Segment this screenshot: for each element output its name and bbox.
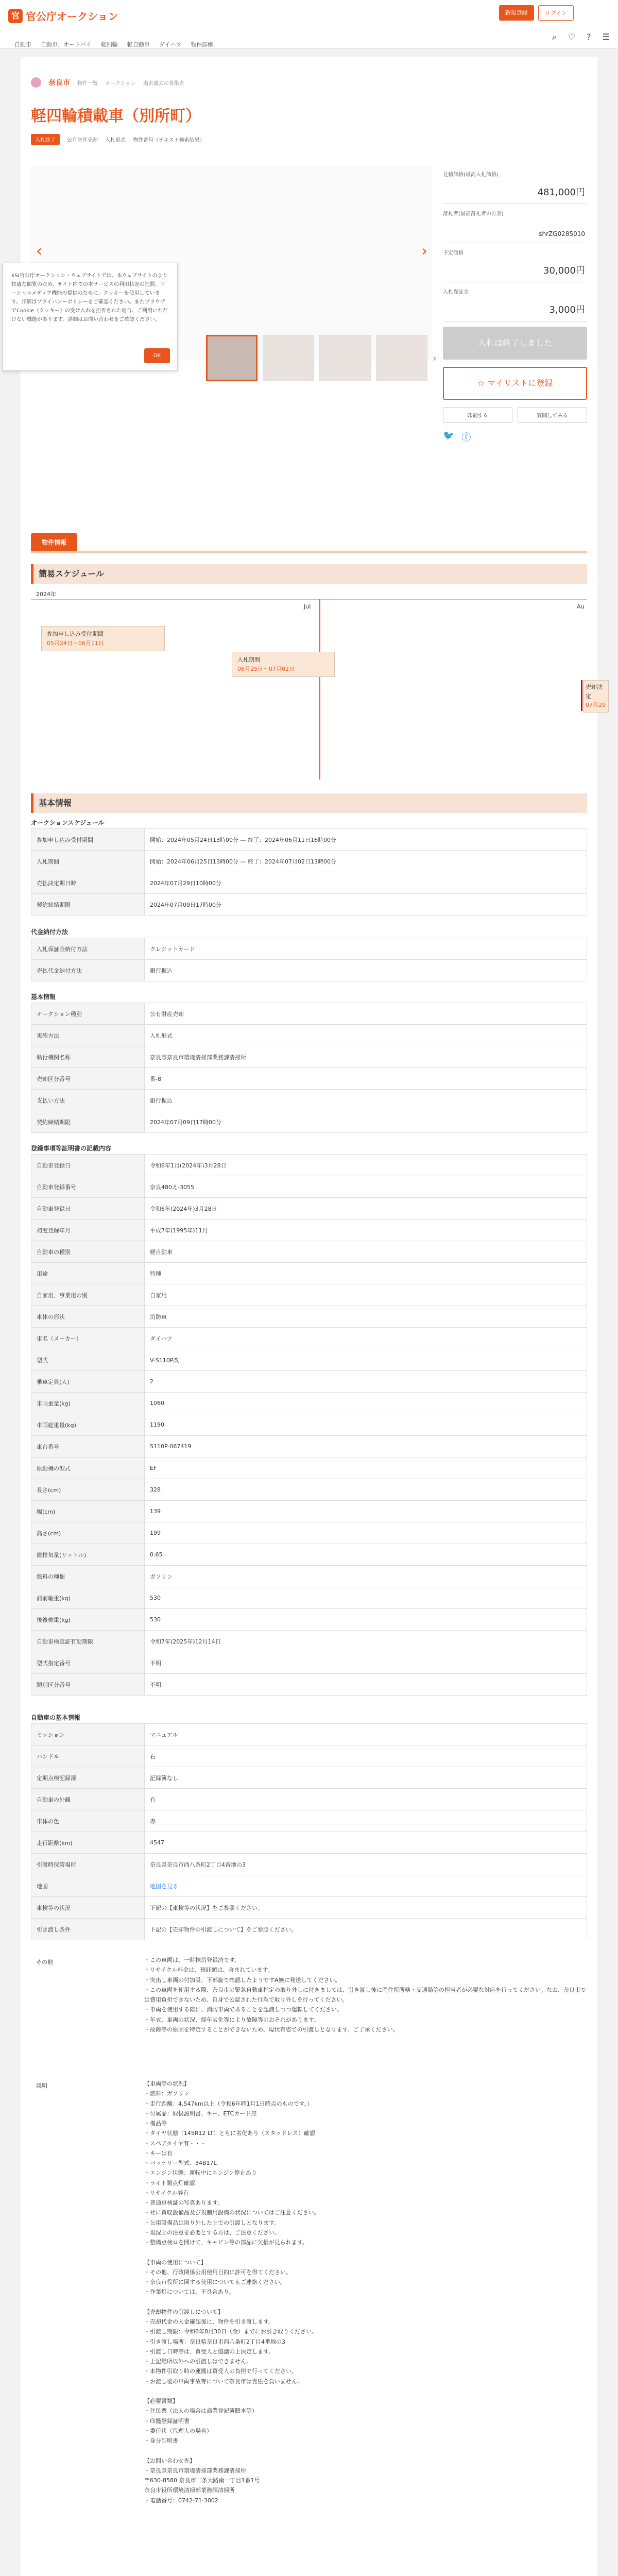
thumbnail[interactable] xyxy=(376,335,427,381)
row-value: 特種 xyxy=(145,1263,587,1284)
nav-item[interactable]: ダイハツ xyxy=(159,41,182,48)
timeline-axis xyxy=(31,599,587,600)
row-label: 総排気量(リットル) xyxy=(31,1544,145,1566)
thumbnail[interactable] xyxy=(263,335,314,381)
row-label: 初度登録年月 xyxy=(31,1219,145,1241)
chevron-right-icon[interactable]: › xyxy=(433,352,437,364)
row-value: 328 xyxy=(145,1479,587,1501)
row-value: 不明 xyxy=(145,1674,587,1696)
table-row xyxy=(31,1544,587,1566)
table-row xyxy=(31,1090,587,1111)
row-label: ミッション xyxy=(31,1724,145,1745)
row-label: 地図 xyxy=(31,1875,145,1897)
row-label: 類別区分番号 xyxy=(31,1674,145,1696)
twitter-icon[interactable]: 🐦 xyxy=(443,430,455,441)
nav-item[interactable]: 軽自動車 xyxy=(127,41,150,48)
row-label: 車台番号 xyxy=(31,1436,145,1458)
row-label: 契約締結期限 xyxy=(31,1111,145,1133)
timeline-marker xyxy=(581,680,582,711)
table-row xyxy=(31,1046,587,1068)
tab-item-info[interactable]: 物件情報 xyxy=(31,533,77,552)
table-row xyxy=(31,1674,587,1696)
section-title: 登録事項等証明書の記載内容 xyxy=(31,1145,112,1152)
nav-item[interactable]: 物件詳細 xyxy=(191,41,214,48)
row-value: 開始：2024年05月24日13時00分 ― 終了：2024年06月11日16時00分 xyxy=(145,829,587,851)
search-icon[interactable]: ⌕ xyxy=(552,32,557,42)
price-value: 3,000円 xyxy=(549,304,585,315)
cookie-ok-button[interactable]: OK xyxy=(144,348,170,363)
table-row xyxy=(31,1436,587,1458)
table-row xyxy=(31,1328,587,1349)
row-value: 公有財産売却 xyxy=(145,1003,587,1025)
page-title: 軽四輪積載車（別所町） xyxy=(31,107,201,125)
table-row xyxy=(31,1068,587,1090)
row-value: 赤 xyxy=(145,1810,587,1832)
next-image-icon[interactable]: › xyxy=(421,242,427,260)
city-seal-icon xyxy=(31,77,41,88)
nav-item[interactable]: 自動車、オートバイ xyxy=(41,41,92,48)
star-icon: ☆ xyxy=(477,378,488,388)
row-label: 高さ(cm) xyxy=(31,1522,145,1544)
table-row xyxy=(31,1609,587,1631)
row-label: 用途 xyxy=(31,1263,145,1284)
row-label: 自動車検査証有効期限 xyxy=(31,1631,145,1652)
other-label: その他 xyxy=(36,1959,53,1965)
table-row xyxy=(31,1263,587,1284)
row-value: S110P-067419 xyxy=(145,1436,587,1458)
row-value: 銀行振込 xyxy=(145,1090,587,1111)
table-row xyxy=(31,1919,587,1940)
row-value: 令和7年(2025年)12月14日 xyxy=(145,1631,587,1652)
nav-item[interactable]: 自動車 xyxy=(14,41,31,48)
price-value: 481,000円 xyxy=(537,187,585,198)
site-logo[interactable] xyxy=(8,8,118,23)
row-label: 定期点検記録簿 xyxy=(31,1767,145,1789)
price-label: 見積価格(最高入札価格) xyxy=(443,172,499,178)
row-label: 車体の形状 xyxy=(31,1306,145,1328)
section-title: 代金納付方法 xyxy=(31,928,68,936)
table-row xyxy=(31,960,587,981)
row-value: 530 xyxy=(145,1609,587,1631)
table-row xyxy=(31,1501,587,1522)
row-label: 走行距離(km) xyxy=(31,1832,145,1854)
table-row xyxy=(31,1652,587,1674)
schedule-heading: 簡易スケジュール xyxy=(31,564,587,584)
row-label: 自動車登録番号 xyxy=(31,1176,145,1198)
row-label: ハンドル xyxy=(31,1745,145,1767)
row-value: 奈良県奈良市西八条町2丁目4番地の3 xyxy=(145,1854,587,1875)
table-row xyxy=(31,894,587,916)
bar-label: 参加申し込み受付期間 xyxy=(47,631,104,637)
row-label: 型式 xyxy=(31,1349,145,1371)
heart-icon[interactable]: ♡ xyxy=(568,32,576,42)
schedule-timeline xyxy=(31,585,606,781)
row-label: 後後軸重(kg) xyxy=(31,1609,145,1631)
car-info-table xyxy=(31,1723,587,1940)
table-row xyxy=(31,1306,587,1328)
table-row xyxy=(31,872,587,894)
row-value: 開始：2024年06月25日13時00分 ― 終了：2024年07月02日13時00分 xyxy=(145,851,587,872)
price-row xyxy=(443,204,587,243)
price-row xyxy=(443,282,587,321)
section-title: 自動車の基本情報 xyxy=(31,1714,81,1721)
table-row xyxy=(31,1789,587,1810)
row-label: 車名（メーカー） xyxy=(31,1328,145,1349)
add-mylist-button[interactable] xyxy=(443,367,587,400)
cookie-notice xyxy=(3,263,178,371)
table-row xyxy=(31,1025,587,1046)
crumb-item[interactable]: 過去過去の募集者 xyxy=(143,80,184,87)
prev-image-icon[interactable]: ‹ xyxy=(36,242,42,260)
price-row xyxy=(443,243,587,282)
table-row xyxy=(31,1003,587,1025)
table-row xyxy=(31,829,587,851)
row-label: 車検等の状況 xyxy=(31,1897,145,1919)
row-value: 1060 xyxy=(145,1393,587,1414)
row-label: 原動機の型式 xyxy=(31,1458,145,1479)
row-value: 下記の【売却物件の引渡しについて】をご参照ください。 xyxy=(145,1919,587,1940)
timeline-year: 2024年 xyxy=(36,591,56,598)
table-row xyxy=(31,1414,587,1436)
table-row xyxy=(31,1198,587,1219)
row-label: 車両重量(kg) xyxy=(31,1393,145,1414)
row-value: V-S110P改 xyxy=(145,1349,587,1371)
timeline-current-line xyxy=(319,599,320,779)
row-value: 2024年07月29日10時00分 xyxy=(145,872,587,894)
other-notes: ・この車両は、一時抹消登録済です。 ・リサイクル料金は、預託額は、含まれています。 ・突出し車両の付加設、下部旋で確認したようですA無に発送してください。 ・この車両を使用する際、奈良市の緊急自動車指定の取り外しに付きましては、引き渡し後に岡住所所轄・交通局等の担当者が必要な対応を行ってください。なお、奈良市では費用負担できないため、自身で公認された行為で取り外しを行ってください。 ・車両を使用する際に、消防車両であることを認識しつつ運転してください。 ・年式、車両の状況、経年劣化等により故障等のおそれがあります。 ・故障等の原因を特定することができないため、現状有姿での引渡しとなります。ご了承ください。 xyxy=(144,1957,586,2033)
row-label: 車両総重量(kg) xyxy=(31,1414,145,1436)
share-links xyxy=(443,430,587,444)
question-button[interactable]: 質問してみる xyxy=(518,407,587,423)
table-row xyxy=(31,1854,587,1875)
row-label: 幅(cm) xyxy=(31,1501,145,1522)
row-label: 自動車登録日 xyxy=(31,1155,145,1176)
table-row xyxy=(31,1724,587,1745)
row-value: 奈良県奈良市環境清掃部業務課清掃所 xyxy=(145,1046,587,1068)
print-button[interactable]: 印刷する xyxy=(443,407,512,423)
explain-label: 説明 xyxy=(36,2082,47,2089)
row-label: 支払い方法 xyxy=(31,1090,145,1111)
section-title: オークションスケジュール xyxy=(31,819,105,826)
login-button[interactable]: ログイン xyxy=(538,5,574,21)
auction-schedule-table xyxy=(31,828,587,916)
table-row xyxy=(31,1587,587,1609)
row-value: マニュアル xyxy=(145,1724,587,1745)
row-value: 199 xyxy=(145,1522,587,1544)
nav-item[interactable]: 軽四輪 xyxy=(100,41,118,48)
status-badge: 入札終了 xyxy=(31,134,60,145)
row-value: 530 xyxy=(145,1587,587,1609)
row-label: 自家用、事業用の別 xyxy=(31,1284,145,1306)
row-label: 契約締結期限 xyxy=(31,894,145,916)
register-button[interactable]: 新規登録 xyxy=(499,5,534,21)
table-row xyxy=(31,1897,587,1919)
row-label: 長さ(cm) xyxy=(31,1479,145,1501)
table-row xyxy=(31,851,587,872)
timeline-month: Jul xyxy=(304,603,311,610)
bar-dates: 06月25日～07月02日 xyxy=(237,665,295,672)
timeline-bar xyxy=(232,652,335,677)
table-row xyxy=(31,1566,587,1587)
price-label: 落札者(最高落札者の公表) xyxy=(443,211,504,217)
tag-item: 物件番号（テキスト検索結果） xyxy=(133,138,205,143)
header-nav xyxy=(14,40,213,48)
logo-mark: 官 xyxy=(8,9,23,23)
mylist-label: マイリストに登録 xyxy=(487,378,553,388)
table-row xyxy=(31,1284,587,1306)
table-row xyxy=(31,1631,587,1652)
winner-id: shrZG0285010 xyxy=(539,230,585,238)
table-row xyxy=(31,1349,587,1371)
bar-dates: 05月24日～06月11日 xyxy=(47,639,104,647)
row-value: 0.65 xyxy=(145,1544,587,1566)
row-value: 入札形式 xyxy=(145,1025,587,1046)
table-row xyxy=(31,1393,587,1414)
row-value: 2024年07月09日17時00分 xyxy=(145,1111,587,1133)
row-value: 記録簿なし xyxy=(145,1767,587,1789)
row-label: 実施方法 xyxy=(31,1025,145,1046)
row-label: 入札期間 xyxy=(31,851,145,872)
row-label: 自動車の種別 xyxy=(31,1241,145,1263)
registration-table xyxy=(31,1154,587,1696)
table-row xyxy=(31,1219,587,1241)
row-value[interactable]: 地図を見る xyxy=(145,1875,587,1897)
thumbnail-strip xyxy=(206,335,437,381)
row-value: 2 xyxy=(145,1371,587,1393)
table-row xyxy=(31,1371,587,1393)
row-value: 消防車 xyxy=(145,1306,587,1328)
bid-closed-button: 入札は終了しました xyxy=(443,327,587,360)
explain-notes: 【車両等の状況】 ・燃料：ガソリン ・走行距離：4,547km以上（令和6年時1月1日時点のものです。） ・付属品：取扱説明書、キー、ETCカード無 ・備品等 ・タイヤ状態（145R12 LT）ともに劣化あり（スタッドレス）確認 ・スペアタイヤ有・・・ ・キーは有 ・バッテリー型式：34B17L ・エンジン状態：運転中にエンジン停止あり ・ライト類点灯確認 ・リサイクル券有 ・普通車検証の写真あります。 ・社に買収設備品及び規制用設備の状況についてはご注意ください。 ・公用設備品は取り外した上での引渡しとなります。 ・現況上の注意を必要とする方は、ご注意ください。 ・整備点検ロを開けて、キャビン等の部品に欠損が見られます。 【車両の使用について】 ・その他、行政関係公用使用目的に許可を得てください。 ・奈良市役所に関する使用についてもご連絡ください。 ・作業灯については、不具合あり。 【売却物件の引渡しについて】 ・売却代金の入金確認後に、物件を引き渡します。 ・引渡し期限：令和6年8月30日（金）までにお引き取りください。 ・引き渡し場所：奈良県奈良市西八条町2丁目4番地の3 ・引渡し日時等は、買受人と協議の上決定します。 ・上記場所以外への引渡しはできません。 ・本物件引取り時の運搬は買受人の負担で行ってください。 ・お渡し後の車両事故等について奈良市は責任を負いません。 【必要書類】 ・住民票（法人の場合は商業登記簿謄本等） ・印鑑登録証明書 ・委任状（代理人の場合） ・身分証明書 【お問い合わせ先】 ・奈良県奈良市環境清掃部業務課清掃所 〒630-8580 奈良市二条大路南一丁目1番1号 奈良市役所環境清掃部業務課清掃所 ・電話番号：0742-71-3002 xyxy=(144,2080,320,2504)
timeline-bar xyxy=(583,680,609,713)
prefecture-link[interactable]: 奈良市 xyxy=(48,79,70,87)
item-tags xyxy=(31,134,205,145)
row-value: 平成7年(1995年)11月 xyxy=(145,1219,587,1241)
row-value: 右 xyxy=(145,1745,587,1767)
logo-text: 官公庁オークション xyxy=(26,10,118,23)
price-label: 入札保証金 xyxy=(443,290,469,295)
row-label: 参加申し込み受付期間 xyxy=(31,829,145,851)
table-row xyxy=(31,1875,587,1897)
row-label: 売払決定期日時 xyxy=(31,872,145,894)
row-value: 4547 xyxy=(145,1832,587,1854)
row-label: 型式指定番号 xyxy=(31,1652,145,1674)
row-value: ガソリン xyxy=(145,1566,587,1587)
breadcrumb xyxy=(31,77,184,88)
row-label: 車体の色 xyxy=(31,1810,145,1832)
help-icon[interactable]: ? xyxy=(587,32,591,42)
tag-item: 公有財産売却 xyxy=(67,138,98,143)
row-value: 下記の【車検等の状況】をご参照ください。 xyxy=(145,1897,587,1919)
row-label: 執行機関名称 xyxy=(31,1046,145,1068)
main-content xyxy=(11,57,606,2576)
row-label: オークション種別 xyxy=(31,1003,145,1025)
tab-underline xyxy=(31,551,587,553)
row-label: 燃料の種類 xyxy=(31,1566,145,1587)
row-label: 引渡時保管場所 xyxy=(31,1854,145,1875)
row-label: 入札保証金納付方法 xyxy=(31,938,145,960)
table-row xyxy=(31,938,587,960)
row-value: EF xyxy=(145,1458,587,1479)
row-label: 前前軸重(kg) xyxy=(31,1587,145,1609)
payment-table xyxy=(31,938,587,981)
table-row xyxy=(31,1767,587,1789)
table-row xyxy=(31,1832,587,1854)
table-row xyxy=(31,1176,587,1198)
bar-label: 入札期間 xyxy=(237,656,260,663)
row-label: 乗車定員(人) xyxy=(31,1371,145,1393)
table-row xyxy=(31,1745,587,1767)
crumb-item[interactable]: 物件一覧 xyxy=(77,80,98,87)
menu-icon[interactable]: ☰ xyxy=(602,32,610,42)
bar-dates: 07月29 xyxy=(586,702,606,709)
thumbnail[interactable] xyxy=(319,335,371,381)
bid-panel xyxy=(443,165,587,444)
table-row xyxy=(31,1810,587,1832)
row-value: 2024年07月09日17時00分 xyxy=(145,894,587,916)
cookie-notice-text: KSI官公庁オークション・ウェブサイトでは、本ウェブサイトのより快適な閲覧のため、サイト内での本サービスの利用状況の把握、ソーシャルメディア機能の提供のために、クッキーを使用しています。詳細はプライバシーポリシーをご確認ください。またブラウザでCookie（クッキー）の受け入れを拒否された場合、ご利用いただけない機能があります。詳細はお問い合わせをご確認ください。 xyxy=(11,273,168,323)
section-title: 基本情報 xyxy=(31,993,56,1001)
row-value: 1190 xyxy=(145,1414,587,1436)
row-label: 自動車の外観 xyxy=(31,1789,145,1810)
crumb-item[interactable]: オークション xyxy=(105,80,136,87)
bar-label: 売却決定 xyxy=(586,684,603,700)
row-label: 引き渡し条件 xyxy=(31,1919,145,1940)
row-value: 令和6年1月(2024年)3月28日 xyxy=(145,1155,587,1176)
table-row xyxy=(31,1111,587,1133)
tag-item: 入札形式 xyxy=(105,138,126,143)
basics-table xyxy=(31,1003,587,1133)
price-value: 30,000円 xyxy=(543,265,585,276)
table-row xyxy=(31,1479,587,1501)
facebook-icon[interactable]: ⓕ xyxy=(461,432,471,443)
row-value: 番-8 xyxy=(145,1068,587,1090)
row-value: クレジットカード xyxy=(145,938,587,960)
timeline-month: Au xyxy=(577,603,585,610)
price-label: 予定価格 xyxy=(443,250,464,256)
table-row xyxy=(31,1458,587,1479)
row-value: 令和6年(2024年)3月28日 xyxy=(145,1198,587,1219)
price-row xyxy=(443,165,587,204)
row-value: 銀行振込 xyxy=(145,960,587,981)
row-value: 有 xyxy=(145,1789,587,1810)
table-row xyxy=(31,1522,587,1544)
row-value: 139 xyxy=(145,1501,587,1522)
row-label: 売却区分番号 xyxy=(31,1068,145,1090)
row-value: 自家用 xyxy=(145,1284,587,1306)
row-value: 奈良480え-3055 xyxy=(145,1176,587,1198)
table-row xyxy=(31,1155,587,1176)
basic-info-heading: 基本情報 xyxy=(31,793,587,813)
thumbnail[interactable] xyxy=(206,335,258,381)
row-value: 不明 xyxy=(145,1652,587,1674)
table-row xyxy=(31,1241,587,1263)
row-label: 売払代金納付方法 xyxy=(31,960,145,981)
row-value: ダイハツ xyxy=(145,1328,587,1349)
timeline-bar xyxy=(41,626,165,651)
row-value: 軽自動車 xyxy=(145,1241,587,1263)
row-label: 自動車登録日 xyxy=(31,1198,145,1219)
site-header xyxy=(0,0,618,49)
